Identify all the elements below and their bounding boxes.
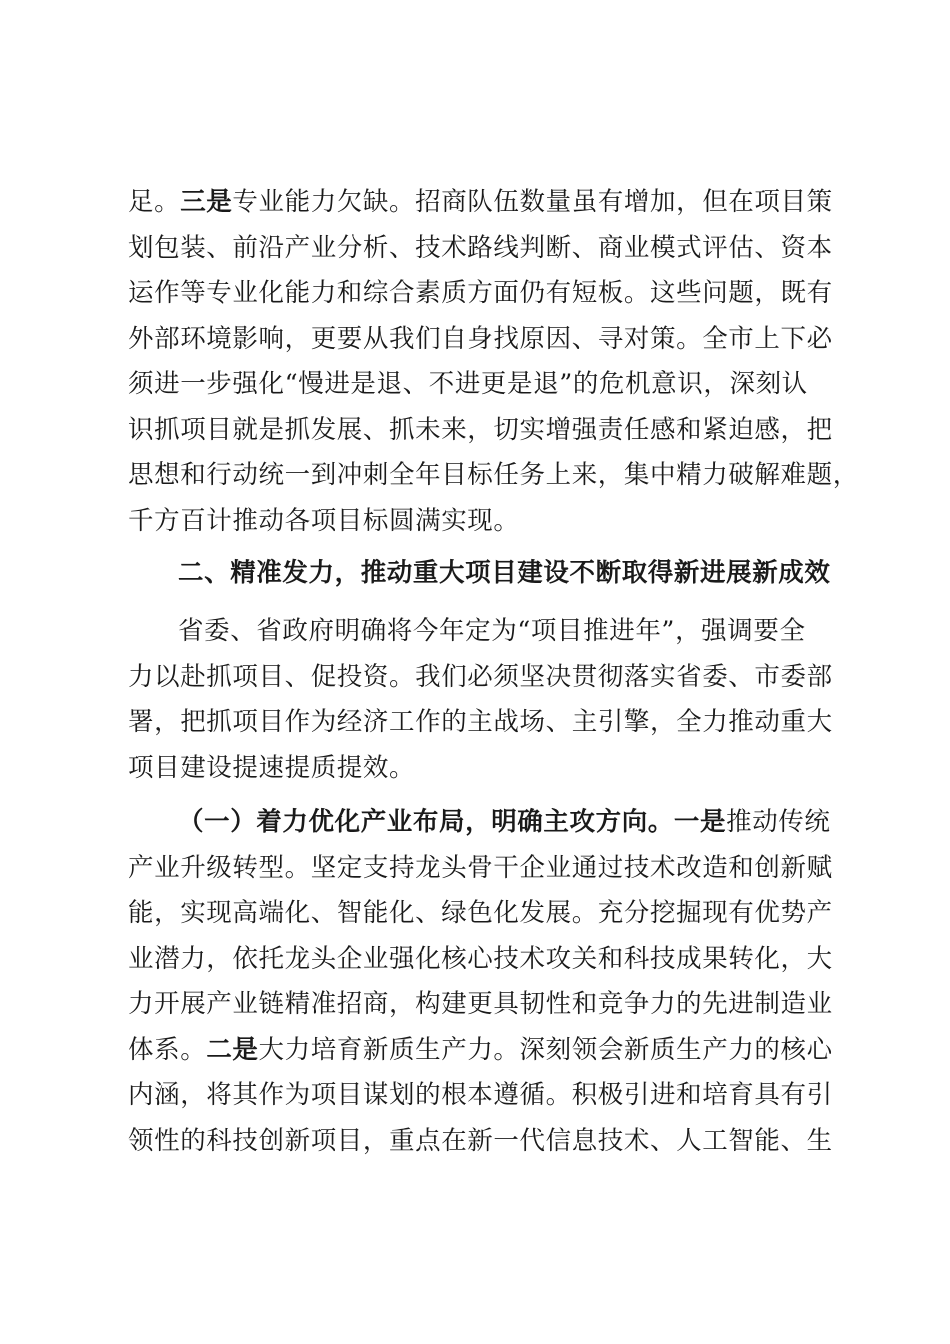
text-line: [178, 804, 831, 840]
text-run: 足。: [128, 187, 181, 217]
text-line: 千方百计推动各项目标圆满实现。: [128, 506, 520, 536]
emphasis-run: 二是: [206, 1035, 259, 1065]
text-run: 体系。: [128, 1035, 207, 1065]
text-line: 领性的科技创新项目，重点在新一代信息技术、人工智能、生: [128, 1126, 833, 1156]
text-line: 项目建设提速提质提效。: [128, 753, 416, 783]
text-line: [128, 184, 833, 220]
text-line: 署，把抓项目作为经济工作的主战场、主引擎，全力推动重大: [128, 707, 833, 737]
text-line: 划包装、前沿产业分析、技术路线判断、商业模式评估、资本: [128, 233, 833, 263]
text-line: 力开展产业链精准招商，构建更具韧性和竞争力的先进制造业: [128, 989, 833, 1019]
text-run: 大力培育新质生产力。深刻领会新质生产力的核心: [258, 1035, 833, 1065]
text-line: 识抓项目就是抓发展、抓未来，切实增强责任感和紧迫感，把: [128, 415, 833, 445]
text-line: 内涵，将其作为项目谋划的根本遵循。积极引进和培育具有引: [128, 1080, 833, 1110]
text-run: 专业能力欠缺。招商队伍数量虽有增加，但在项目策: [232, 187, 833, 217]
text-line: 产业升级转型。坚定支持龙头骨干企业通过技术改造和创新赋: [128, 853, 833, 883]
section-heading: 二、精准发力，推动重大项目建设不断取得新进展新成效: [178, 558, 831, 588]
text-line: 运作等专业化能力和综合素质方面仍有短板。这些问题，既有: [128, 278, 833, 308]
text-line: 能，实现高端化、智能化、绿色化发展。充分挖掘现有优势产: [128, 898, 833, 928]
text-line: 须进一步强化“慢进是退、不进更是退”的危机意识，深刻认: [128, 369, 808, 399]
text-line: 外部环境影响，更要从我们自身找原因、寻对策。全市上下必: [128, 324, 833, 354]
subsection-heading: （一）着力优化产业布局，明确主攻方向。: [178, 807, 674, 837]
text-run: 推动传统: [726, 807, 831, 837]
text-line: 思想和行动统一到冲刺全年目标任务上来，集中精力破解难题，: [128, 460, 859, 490]
text-line: [128, 1032, 833, 1068]
text-line: 业潜力，依托龙头企业强化核心技术攻关和科技成果转化，大: [128, 944, 833, 974]
emphasis-run: 一是: [673, 807, 727, 837]
emphasis-run: 三是: [180, 187, 233, 217]
text-line: 省委、省政府明确将今年定为“项目推进年”，强调要全: [178, 616, 806, 646]
text-line: 力以赴抓项目、促投资。我们必须坚决贯彻落实省委、市委部: [128, 662, 833, 692]
